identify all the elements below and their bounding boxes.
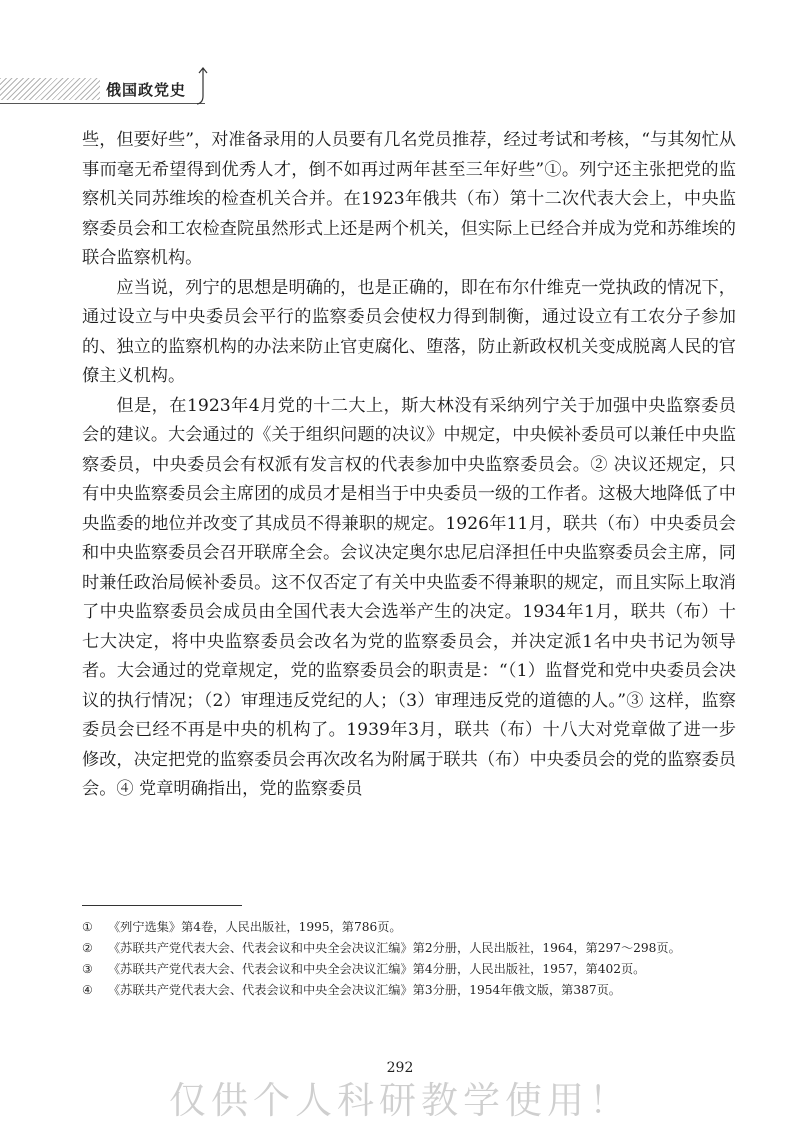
page-number: 292: [386, 1060, 414, 1076]
footnote-text: 《苏联共产党代表大会、代表会议和中央全会决议汇编》第2分册，人民出版社，1964，第297～298页。: [108, 941, 681, 955]
header-arrow-icon: [196, 66, 210, 106]
footnote-item: [82, 980, 736, 1001]
footnotes: [82, 917, 736, 1001]
running-header-title: 俄国政党史: [106, 81, 187, 99]
paragraph: 些，但要好些”，对准备录用的人员要有几名党员推荐，经过考试和考核，“与其匆忙从事而毫无希望得到优秀人才，倒不如再过两年甚至三年好些”①。列宁还主张把党的监察机关同苏维埃的检查机关合并。在1923年俄共（布）第十二次代表大会上，中央监察委员会和工农检查院虽然形式上还是两个机关，但实际上已经合并成为党和苏维埃的联合监察机构。: [82, 130, 736, 268]
footnote-item: [82, 938, 736, 959]
footnote-separator: [82, 905, 242, 906]
footnote-marker: ①: [82, 920, 93, 934]
footnote-marker: ④: [82, 983, 93, 997]
paragraph: 但是，在1923年4月党的十二大上，斯大林没有采纳列宁关于加强中央监察委员会的建议。大会通过的《关于组织问题的决议》中规定，中央候补委员可以兼任中央监察委员，中央委员会有权派有发言权的代表参加中央监察委员会。② 决议还规定，只有中央监察委员会主席团的成员才是相当于中央委员一级的工作者。这极大地降低了中央监委的地位并改变了其成员不得兼职的规定。1926年11月，联共（布）中央委员会和中央监察委员会召开联席全会。会议决定奥尔忠尼启泽担任中央监察委员会主席，同时兼任政治局候补委员。这不仅否定了有关中央监委不得兼职的规定，而且实际上取消了中央监察委员会成员由全国代表大会选举产生的决定。1934年1月，联共（布）十七大决定，将中央监察委员会改名为党的监察委员会，并决定派1名中央书记为领导者。大会通过的党章规定，党的监察委员会的职责是：“（1）监督党和党中央委员会决议的执行情况；（2）审理违反党纪的人；（3）审理违反党的道德的人。”③ 这样，监察委员会已经不再是中央的机构了。1939年3月，联共（布）十八大对党章做了进一步修改，决定把党的监察委员会再次改名为附属于联共（布）中央委员会的党的监察委员会。④ 党章明确指出，党的监察委员: [82, 395, 736, 799]
paragraph: 应当说，列宁的思想是明确的，也是正确的，即在布尔什维克一党执政的情况下，通过设立与中央委员会平行的监察委员会使权力得到制衡，通过设立有工农分子参加的、独立的监察机构的办法来防止官吏腐化、堕落，防止新政权机关变成脱离人民的官僚主义机构。: [82, 277, 736, 386]
footnote-marker: ②: [82, 941, 93, 955]
header-decoration-band: [0, 78, 100, 100]
body-text: [82, 126, 736, 805]
footnote-marker: ③: [82, 962, 93, 976]
footnote-text: 《列宁选集》第4卷，人民出版社，1995，第786页。: [108, 920, 402, 934]
footnote-text: 《苏联共产党代表大会、代表会议和中央全会决议汇编》第3分册，1954年俄文版，第387页。: [108, 983, 621, 997]
header-rule: [0, 103, 205, 104]
footnote-item: [82, 959, 736, 980]
footnote-item: [82, 917, 736, 938]
watermark-text: 仅供个人科研教学使用！: [169, 1079, 631, 1122]
footnote-text: 《苏联共产党代表大会、代表会议和中央全会决议汇编》第4分册，人民出版社，1957，第402页。: [108, 962, 646, 976]
